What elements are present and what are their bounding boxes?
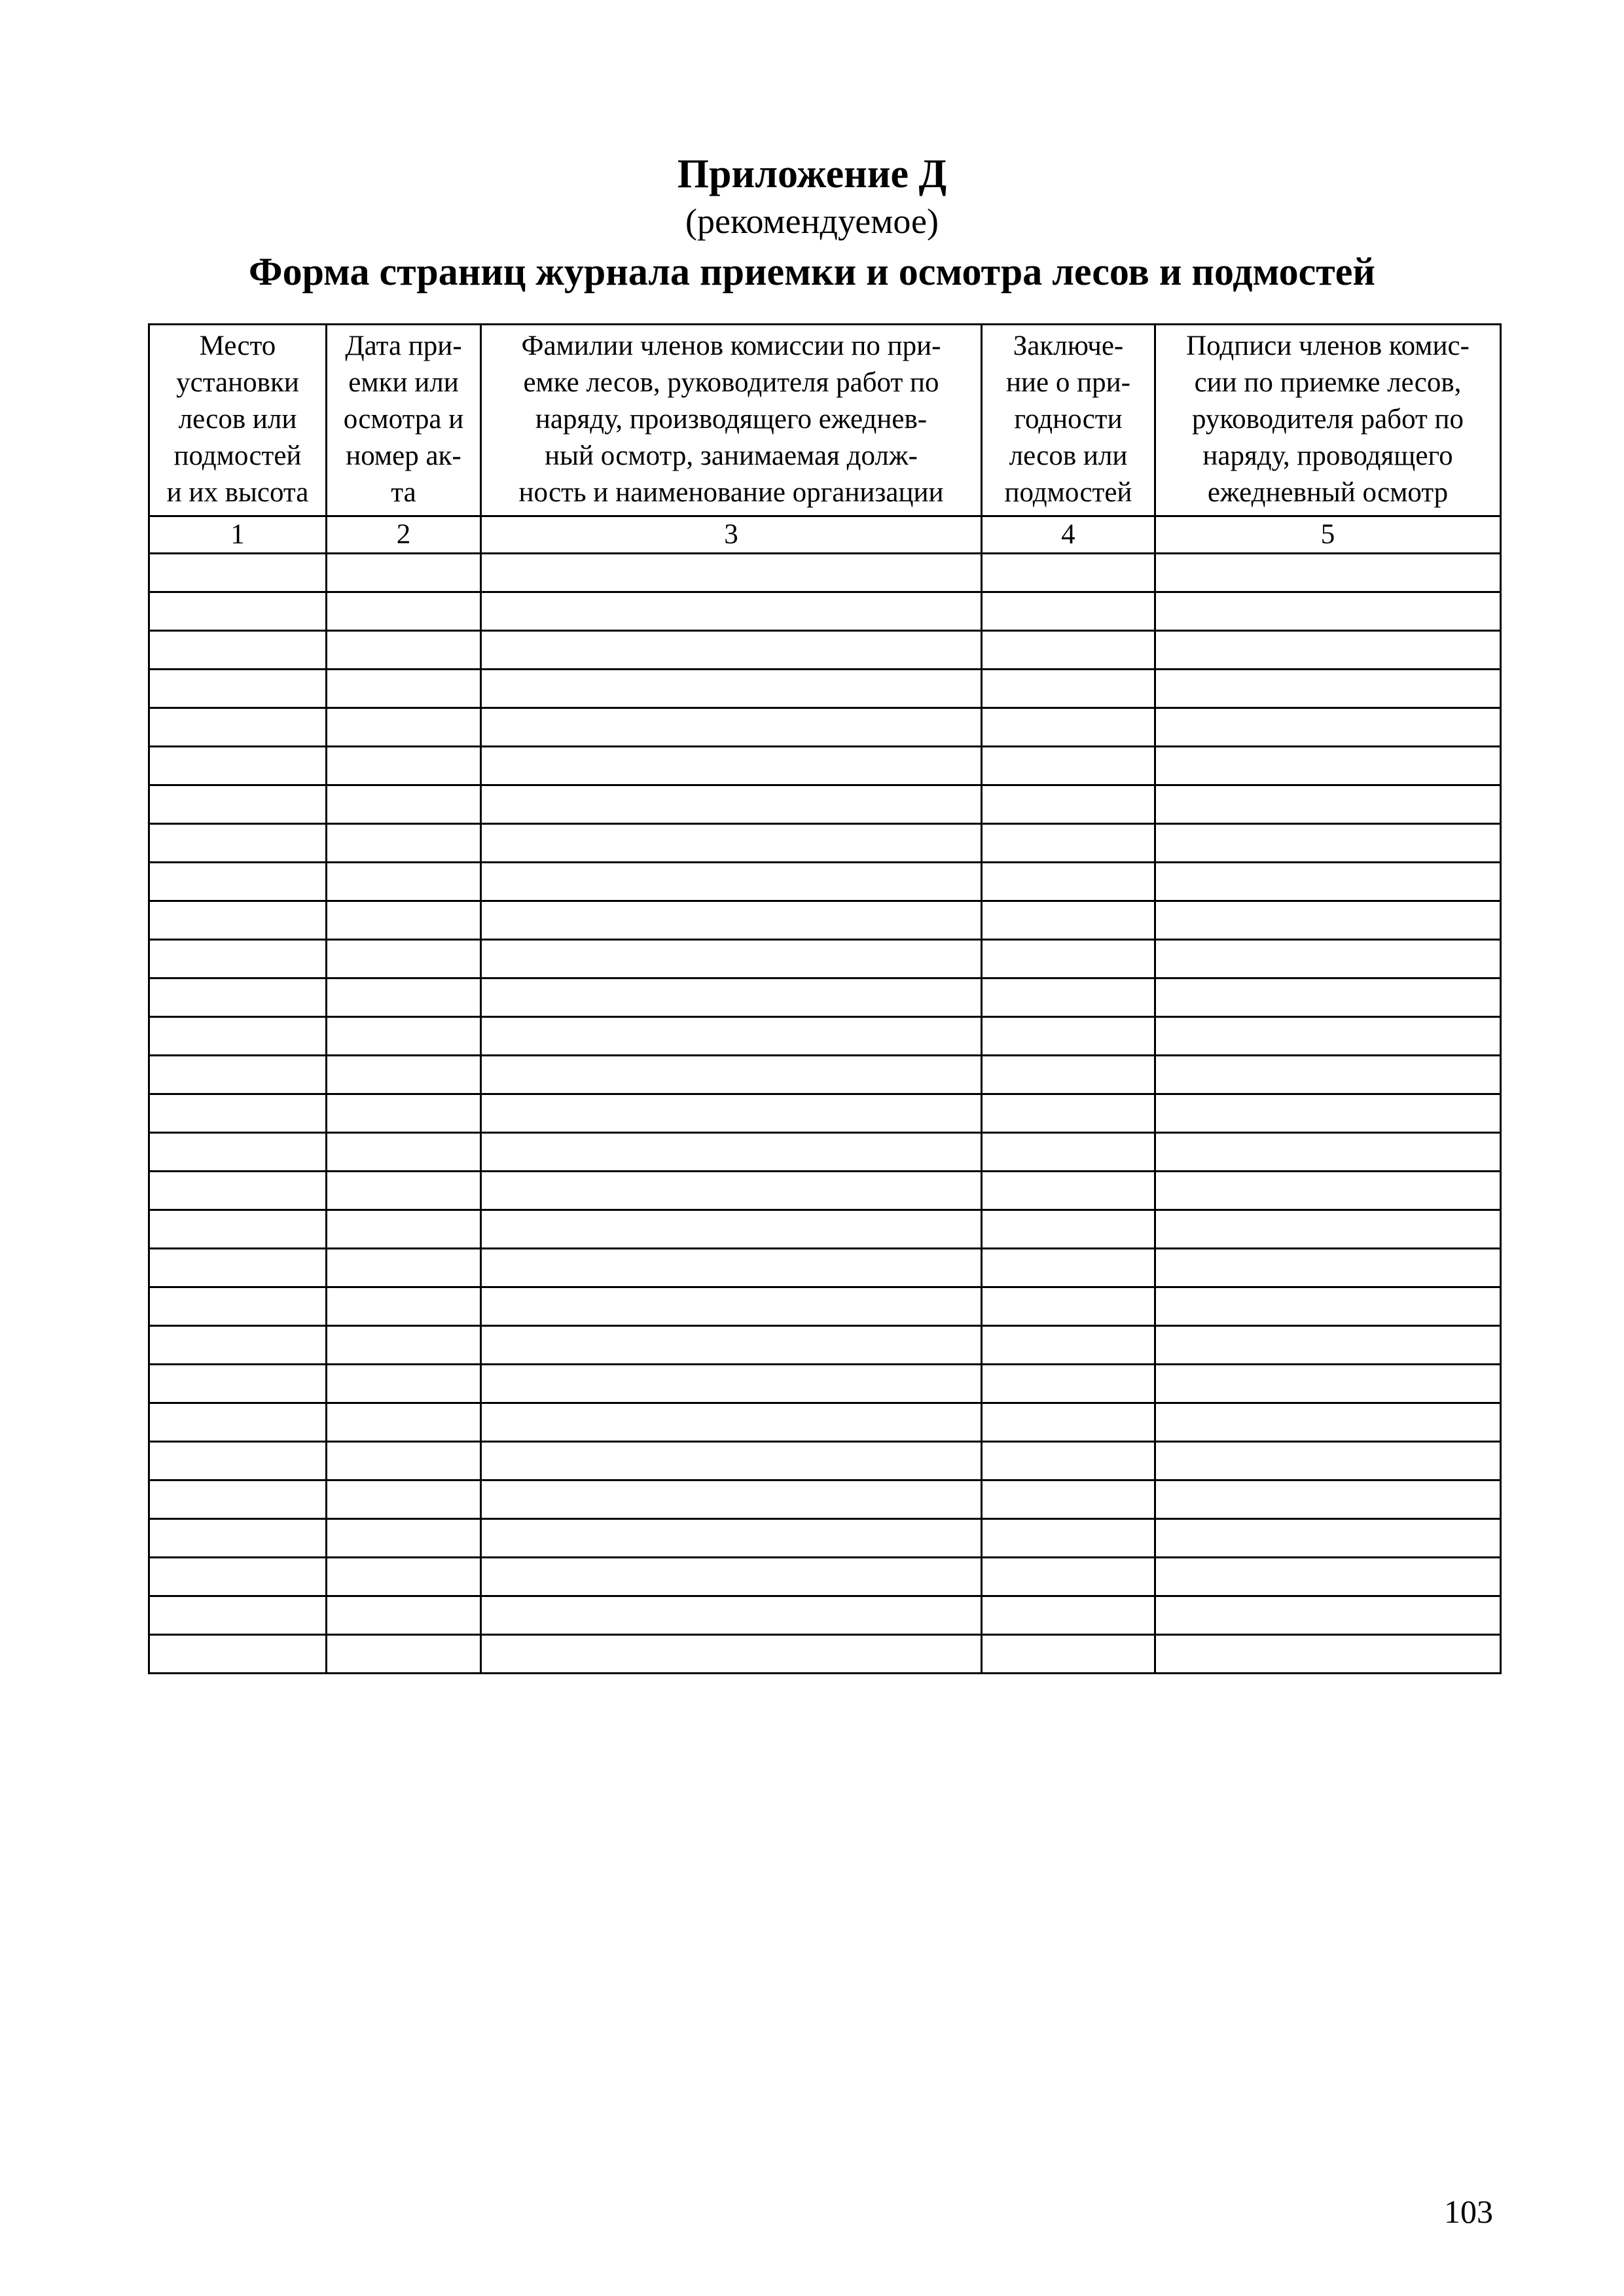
table-cell bbox=[149, 592, 327, 631]
table-cell bbox=[327, 1172, 481, 1210]
column-header-commission-text: Фамилии членов комиссии по при- емке лесов, руководителя работ по наряду, производящего ежеднев- ный осмотр, занимаемая долж- ность и наименование организации bbox=[518, 331, 944, 508]
table-cell bbox=[149, 1287, 327, 1326]
table-cell bbox=[149, 1056, 327, 1094]
table-cell bbox=[327, 631, 481, 670]
table-cell bbox=[481, 1249, 982, 1287]
table-cell bbox=[982, 978, 1155, 1017]
table-cell bbox=[481, 1635, 982, 1674]
table-row bbox=[149, 1365, 1501, 1403]
table-row bbox=[149, 1635, 1501, 1674]
table-row bbox=[149, 1172, 1501, 1210]
table-cell bbox=[1155, 1210, 1501, 1249]
table-cell bbox=[149, 1635, 327, 1674]
column-header-commission bbox=[481, 325, 982, 516]
table-cell bbox=[982, 670, 1155, 708]
table-cell bbox=[327, 1596, 481, 1635]
table-cell bbox=[327, 1480, 481, 1519]
table-cell bbox=[481, 1558, 982, 1596]
table-cell bbox=[1155, 1480, 1501, 1519]
table-cell bbox=[1155, 1133, 1501, 1172]
table-cell bbox=[1155, 554, 1501, 592]
table-cell bbox=[149, 1403, 327, 1442]
table-cell bbox=[1155, 1287, 1501, 1326]
column-number: 1 bbox=[149, 516, 327, 554]
table-cell bbox=[327, 747, 481, 785]
table-cell bbox=[1155, 824, 1501, 863]
table-row bbox=[149, 631, 1501, 670]
column-number: 2 bbox=[327, 516, 481, 554]
table-cell bbox=[982, 592, 1155, 631]
table-cell bbox=[327, 1287, 481, 1326]
table-cell bbox=[149, 670, 327, 708]
table-cell bbox=[149, 1442, 327, 1480]
table-cell bbox=[982, 554, 1155, 592]
table-cell bbox=[481, 1442, 982, 1480]
table-cell bbox=[982, 785, 1155, 824]
table-row bbox=[149, 1480, 1501, 1519]
table-cell bbox=[481, 1287, 982, 1326]
table-cell bbox=[481, 631, 982, 670]
column-header-date bbox=[327, 325, 481, 516]
table-cell bbox=[481, 1017, 982, 1056]
table-cell bbox=[149, 1017, 327, 1056]
table-cell bbox=[149, 708, 327, 747]
table-cell bbox=[481, 978, 982, 1017]
table-cell bbox=[481, 708, 982, 747]
table-cell bbox=[149, 863, 327, 901]
table-cell bbox=[481, 1210, 982, 1249]
table-cell bbox=[481, 940, 982, 978]
table-cell bbox=[327, 1442, 481, 1480]
table-cell bbox=[982, 1365, 1155, 1403]
appendix-title: Приложение Д bbox=[677, 152, 947, 196]
table-cell bbox=[327, 1326, 481, 1365]
column-header-signatures-text: Подписи членов комис- сии по приемке лесов, руководителя работ по наряду, проводящего ежедневный осмотр bbox=[1186, 331, 1470, 508]
table-cell bbox=[1155, 747, 1501, 785]
table-cell bbox=[982, 1442, 1155, 1480]
table-row bbox=[149, 1287, 1501, 1326]
table-row bbox=[149, 824, 1501, 863]
table-cell bbox=[481, 670, 982, 708]
table-cell bbox=[149, 1133, 327, 1172]
table-cell bbox=[327, 824, 481, 863]
table-cell bbox=[149, 1365, 327, 1403]
table-cell bbox=[327, 785, 481, 824]
table-row bbox=[149, 1326, 1501, 1365]
table-cell bbox=[327, 1210, 481, 1249]
table-cell bbox=[1155, 978, 1501, 1017]
table-cell bbox=[149, 1172, 327, 1210]
table-row bbox=[149, 1133, 1501, 1172]
table-cell bbox=[1155, 708, 1501, 747]
table-cell bbox=[481, 1403, 982, 1442]
table-cell bbox=[481, 554, 982, 592]
table-cell bbox=[481, 1133, 982, 1172]
table-cell bbox=[327, 1558, 481, 1596]
table-cell bbox=[327, 1249, 481, 1287]
table-row bbox=[149, 978, 1501, 1017]
table-row bbox=[149, 1056, 1501, 1094]
table-cell bbox=[1155, 940, 1501, 978]
table-cell bbox=[481, 785, 982, 824]
table-cell bbox=[982, 1519, 1155, 1558]
table-cell bbox=[982, 1017, 1155, 1056]
table-cell bbox=[481, 1056, 982, 1094]
table-cell bbox=[149, 901, 327, 940]
table-cell bbox=[1155, 1635, 1501, 1674]
table-cell bbox=[982, 631, 1155, 670]
table-cell bbox=[327, 1403, 481, 1442]
table-cell bbox=[982, 1558, 1155, 1596]
table-cell bbox=[1155, 1326, 1501, 1365]
table-cell bbox=[1155, 1403, 1501, 1442]
table-row bbox=[149, 1442, 1501, 1480]
table-cell bbox=[1155, 1172, 1501, 1210]
table-cell bbox=[982, 1094, 1155, 1133]
table-cell bbox=[1155, 1442, 1501, 1480]
table-cell bbox=[1155, 785, 1501, 824]
column-number: 3 bbox=[481, 516, 982, 554]
table-cell bbox=[1155, 863, 1501, 901]
table-cell bbox=[982, 940, 1155, 978]
table-row bbox=[149, 1403, 1501, 1442]
table-cell bbox=[481, 1480, 982, 1519]
table-cell bbox=[1155, 1094, 1501, 1133]
table-row bbox=[149, 901, 1501, 940]
table-cell bbox=[982, 1635, 1155, 1674]
column-number: 4 bbox=[982, 516, 1155, 554]
table-cell bbox=[982, 1480, 1155, 1519]
table-row bbox=[149, 785, 1501, 824]
table-row bbox=[149, 708, 1501, 747]
table-cell bbox=[327, 670, 481, 708]
table-cell bbox=[327, 592, 481, 631]
column-header-conclusion-text: Заключе- ние о при- годности лесов или подмостей bbox=[1004, 331, 1132, 508]
table-cell bbox=[149, 1210, 327, 1249]
table-cell bbox=[1155, 1596, 1501, 1635]
table-cell bbox=[327, 863, 481, 901]
table-cell bbox=[1155, 670, 1501, 708]
table-cell bbox=[481, 1365, 982, 1403]
table-row bbox=[149, 1094, 1501, 1133]
table-cell bbox=[982, 863, 1155, 901]
table-cell bbox=[149, 940, 327, 978]
column-header-signatures bbox=[1155, 325, 1501, 516]
table-row bbox=[149, 863, 1501, 901]
table-cell bbox=[982, 1249, 1155, 1287]
table-cell bbox=[982, 708, 1155, 747]
table-cell bbox=[149, 1519, 327, 1558]
table-cell bbox=[327, 1133, 481, 1172]
table-cell bbox=[1155, 1519, 1501, 1558]
table-header-row bbox=[149, 325, 1501, 516]
column-number: 5 bbox=[1155, 516, 1501, 554]
table-cell bbox=[327, 1094, 481, 1133]
table-cell bbox=[149, 1326, 327, 1365]
table-row bbox=[149, 1519, 1501, 1558]
journal-body bbox=[149, 554, 1501, 1674]
table-cell bbox=[982, 1403, 1155, 1442]
table-cell bbox=[327, 1056, 481, 1094]
table-cell bbox=[327, 1635, 481, 1674]
table-row bbox=[149, 1017, 1501, 1056]
table-cell bbox=[481, 592, 982, 631]
table-cell bbox=[982, 1172, 1155, 1210]
table-cell bbox=[481, 1094, 982, 1133]
table-cell bbox=[1155, 592, 1501, 631]
table-cell bbox=[481, 901, 982, 940]
table-cell bbox=[982, 901, 1155, 940]
appendix-note: (рекомендуемое) bbox=[685, 202, 939, 241]
table-cell bbox=[149, 1249, 327, 1287]
table-cell bbox=[1155, 631, 1501, 670]
table-row bbox=[149, 747, 1501, 785]
table-cell bbox=[982, 1210, 1155, 1249]
table-cell bbox=[982, 824, 1155, 863]
table-row bbox=[149, 670, 1501, 708]
table-cell bbox=[982, 1133, 1155, 1172]
table-cell bbox=[149, 785, 327, 824]
column-number-row bbox=[149, 516, 1501, 554]
heading-block bbox=[0, 147, 1624, 302]
table-cell bbox=[1155, 1017, 1501, 1056]
column-header-conclusion bbox=[982, 325, 1155, 516]
table-row bbox=[149, 1249, 1501, 1287]
table-row bbox=[149, 554, 1501, 592]
table-cell bbox=[982, 747, 1155, 785]
table-cell bbox=[982, 1596, 1155, 1635]
table-cell bbox=[327, 978, 481, 1017]
table-cell bbox=[149, 978, 327, 1017]
table-cell bbox=[1155, 1365, 1501, 1403]
table-cell bbox=[327, 1519, 481, 1558]
table-cell bbox=[327, 940, 481, 978]
table-cell bbox=[481, 1326, 982, 1365]
column-header-location bbox=[149, 325, 327, 516]
journal-table bbox=[148, 323, 1502, 1674]
form-title: Форма страниц журнала приемки и осмотра лесов и подмостей bbox=[249, 250, 1375, 293]
table-cell bbox=[481, 747, 982, 785]
table-cell bbox=[327, 901, 481, 940]
table-row bbox=[149, 1596, 1501, 1635]
table-cell bbox=[149, 554, 327, 592]
table-cell bbox=[1155, 1249, 1501, 1287]
table-cell bbox=[481, 863, 982, 901]
table-cell bbox=[149, 1596, 327, 1635]
table-cell bbox=[149, 1558, 327, 1596]
table-cell bbox=[1155, 1056, 1501, 1094]
column-header-location-text: Место установки лесов или подмостей и их высота bbox=[166, 331, 309, 508]
table-cell bbox=[982, 1287, 1155, 1326]
table-cell bbox=[327, 554, 481, 592]
table-row bbox=[149, 592, 1501, 631]
table-cell bbox=[982, 1326, 1155, 1365]
table-cell bbox=[481, 1596, 982, 1635]
table-cell bbox=[327, 1365, 481, 1403]
table-cell bbox=[149, 631, 327, 670]
table-row bbox=[149, 1558, 1501, 1596]
table-cell bbox=[481, 824, 982, 863]
table-cell bbox=[149, 1094, 327, 1133]
table-cell bbox=[1155, 1558, 1501, 1596]
table-cell bbox=[149, 1480, 327, 1519]
table-cell bbox=[149, 747, 327, 785]
table-row bbox=[149, 940, 1501, 978]
table-cell bbox=[481, 1172, 982, 1210]
table-cell bbox=[327, 1017, 481, 1056]
table-row bbox=[149, 1210, 1501, 1249]
table-cell bbox=[327, 708, 481, 747]
table-cell bbox=[149, 824, 327, 863]
table-cell bbox=[481, 1519, 982, 1558]
page-number: 103 bbox=[1444, 2193, 1493, 2230]
table-cell bbox=[1155, 901, 1501, 940]
table-cell bbox=[982, 1056, 1155, 1094]
column-header-date-text: Дата при- емки или осмотра и номер ак- та bbox=[343, 331, 464, 508]
